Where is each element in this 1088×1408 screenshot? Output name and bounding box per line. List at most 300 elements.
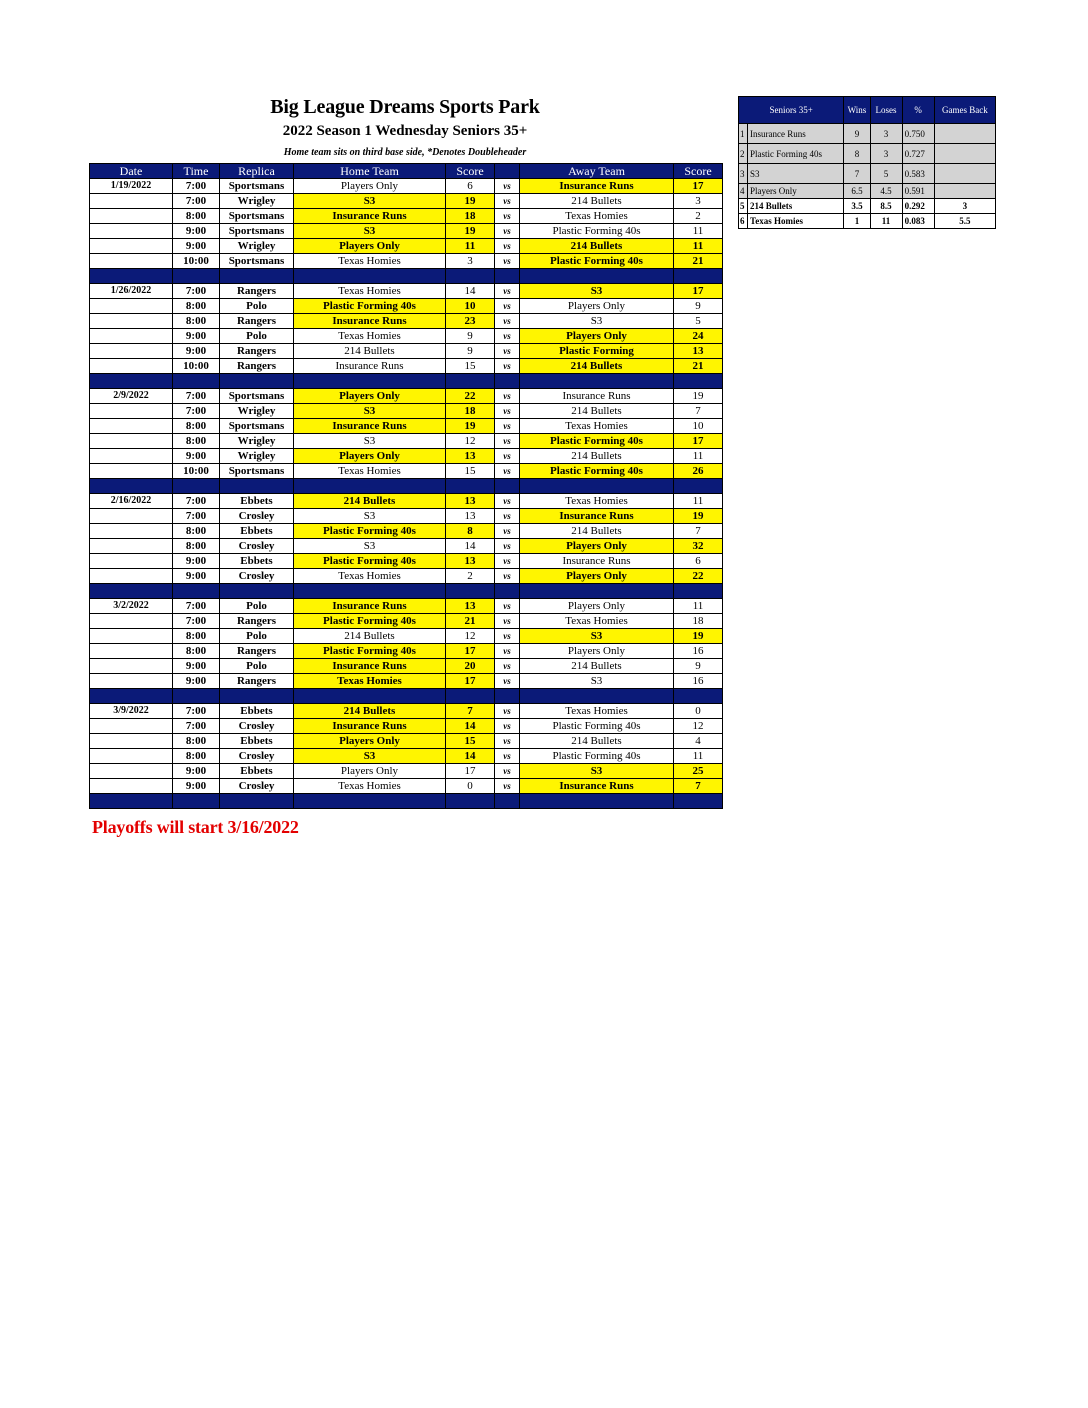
separator-cell — [90, 584, 173, 599]
game-time: 10:00 — [173, 359, 220, 374]
game-time: 9:00 — [173, 224, 220, 239]
game-time: 7:00 — [173, 284, 220, 299]
standings-wins: 9 — [844, 124, 870, 144]
vs-label: vs — [495, 434, 520, 449]
game-time: 7:00 — [173, 614, 220, 629]
separator-cell — [495, 479, 520, 494]
separator-cell — [520, 584, 674, 599]
separator-cell — [90, 689, 173, 704]
game-row — [90, 344, 723, 359]
away-score: 32 — [674, 539, 723, 554]
home-score: 2 — [446, 569, 495, 584]
away-score: 25 — [674, 764, 723, 779]
separator-cell — [520, 269, 674, 284]
game-time: 7:00 — [173, 179, 220, 194]
game-time: 9:00 — [173, 329, 220, 344]
standings-games-back: 3 — [934, 199, 995, 214]
game-date — [90, 524, 173, 539]
game-replica: Crosley — [220, 779, 294, 794]
standings-team: Plastic Forming 40s — [748, 144, 844, 164]
game-row — [90, 209, 723, 224]
standings-loses: 8.5 — [870, 199, 902, 214]
away-score: 11 — [674, 599, 723, 614]
game-date — [90, 449, 173, 464]
standings-table — [738, 96, 996, 229]
away-team: Insurance Runs — [520, 509, 674, 524]
home-team: S3 — [294, 539, 446, 554]
playoffs-note: Playoffs will start 3/16/2022 — [92, 817, 299, 837]
separator-cell — [520, 374, 674, 389]
separator-cell — [90, 479, 173, 494]
home-score: 9 — [446, 344, 495, 359]
away-team: Texas Homies — [520, 704, 674, 719]
game-replica: Crosley — [220, 749, 294, 764]
game-time: 8:00 — [173, 644, 220, 659]
home-score: 20 — [446, 659, 495, 674]
game-replica: Rangers — [220, 284, 294, 299]
standings-games-back — [934, 124, 995, 144]
away-team: S3 — [520, 284, 674, 299]
game-replica: Crosley — [220, 509, 294, 524]
away-score: 18 — [674, 614, 723, 629]
game-replica: Wrigley — [220, 194, 294, 209]
vs-label: vs — [495, 764, 520, 779]
game-date — [90, 209, 173, 224]
game-replica: Crosley — [220, 539, 294, 554]
game-date — [90, 299, 173, 314]
home-score: 17 — [446, 764, 495, 779]
away-team: Plastic Forming 40s — [520, 749, 674, 764]
home-team: S3 — [294, 224, 446, 239]
away-score: 5 — [674, 314, 723, 329]
away-score: 17 — [674, 284, 723, 299]
standings-rank: 5 — [739, 199, 748, 214]
away-score: 16 — [674, 674, 723, 689]
game-row — [90, 494, 723, 509]
standings-team: 214 Bullets — [748, 199, 844, 214]
vs-label: vs — [495, 404, 520, 419]
standings-pct: 0.083 — [902, 214, 934, 229]
home-score: 19 — [446, 419, 495, 434]
separator-cell — [90, 269, 173, 284]
away-score: 22 — [674, 569, 723, 584]
away-score: 19 — [674, 629, 723, 644]
vs-label: vs — [495, 419, 520, 434]
game-replica: Sportsmans — [220, 179, 294, 194]
game-date — [90, 464, 173, 479]
separator-cell — [220, 584, 294, 599]
game-row — [90, 464, 723, 479]
home-team: Insurance Runs — [294, 314, 446, 329]
game-date — [90, 674, 173, 689]
vs-label: vs — [495, 734, 520, 749]
standings-pct: 0.727 — [902, 144, 934, 164]
game-time: 9:00 — [173, 239, 220, 254]
game-row — [90, 629, 723, 644]
away-team: 214 Bullets — [520, 359, 674, 374]
standings-games-back — [934, 144, 995, 164]
game-date — [90, 314, 173, 329]
game-row — [90, 194, 723, 209]
home-team: Texas Homies — [294, 569, 446, 584]
week-separator — [90, 374, 723, 389]
separator-cell — [220, 689, 294, 704]
game-time: 10:00 — [173, 464, 220, 479]
separator-cell — [220, 794, 294, 809]
away-score: 7 — [674, 524, 723, 539]
game-date — [90, 194, 173, 209]
away-team: Insurance Runs — [520, 179, 674, 194]
schedule-table — [89, 163, 723, 809]
game-row — [90, 659, 723, 674]
separator-cell — [674, 479, 723, 494]
home-score: 13 — [446, 509, 495, 524]
home-team: S3 — [294, 434, 446, 449]
home-team: Insurance Runs — [294, 719, 446, 734]
home-team: Texas Homies — [294, 674, 446, 689]
separator-cell — [446, 794, 495, 809]
away-score: 13 — [674, 344, 723, 359]
game-replica: Ebbets — [220, 554, 294, 569]
standings-wins: 1 — [844, 214, 870, 229]
vs-label: vs — [495, 779, 520, 794]
game-time: 7:00 — [173, 389, 220, 404]
away-team: Players Only — [520, 299, 674, 314]
game-row — [90, 569, 723, 584]
game-row — [90, 644, 723, 659]
game-time: 9:00 — [173, 779, 220, 794]
away-score: 9 — [674, 299, 723, 314]
home-score: 14 — [446, 284, 495, 299]
home-team: Texas Homies — [294, 779, 446, 794]
home-score: 14 — [446, 539, 495, 554]
game-date — [90, 539, 173, 554]
standings-wins: 6.5 — [844, 184, 870, 199]
home-team: Plastic Forming 40s — [294, 614, 446, 629]
vs-label: vs — [495, 719, 520, 734]
separator-cell — [220, 374, 294, 389]
away-team: Plastic Forming 40s — [520, 719, 674, 734]
separator-cell — [294, 269, 446, 284]
game-row — [90, 389, 723, 404]
away-score: 11 — [674, 239, 723, 254]
home-team: Players Only — [294, 764, 446, 779]
away-score: 19 — [674, 389, 723, 404]
standings-row — [739, 214, 996, 229]
away-team: Plastic Forming 40s — [520, 464, 674, 479]
vs-label: vs — [495, 299, 520, 314]
game-time: 7:00 — [173, 404, 220, 419]
standings-row — [739, 124, 996, 144]
separator-cell — [294, 584, 446, 599]
vs-label: vs — [495, 359, 520, 374]
game-row — [90, 359, 723, 374]
home-team: Insurance Runs — [294, 359, 446, 374]
game-date — [90, 509, 173, 524]
away-score: 9 — [674, 659, 723, 674]
away-score: 6 — [674, 554, 723, 569]
schedule-body — [90, 179, 723, 809]
game-replica: Sportsmans — [220, 419, 294, 434]
away-team: Players Only — [520, 569, 674, 584]
separator-cell — [495, 584, 520, 599]
game-date — [90, 359, 173, 374]
game-date — [90, 224, 173, 239]
home-score: 15 — [446, 734, 495, 749]
vs-label: vs — [495, 464, 520, 479]
game-row — [90, 719, 723, 734]
away-score: 12 — [674, 719, 723, 734]
separator-cell — [495, 689, 520, 704]
game-date — [90, 554, 173, 569]
separator-cell — [220, 269, 294, 284]
away-score: 10 — [674, 419, 723, 434]
home-score: 11 — [446, 239, 495, 254]
home-team: 214 Bullets — [294, 344, 446, 359]
away-score: 24 — [674, 329, 723, 344]
home-score: 12 — [446, 434, 495, 449]
away-team: 214 Bullets — [520, 404, 674, 419]
game-row — [90, 179, 723, 194]
vs-label: vs — [495, 224, 520, 239]
game-time: 9:00 — [173, 764, 220, 779]
away-team: Players Only — [520, 539, 674, 554]
vs-label: vs — [495, 554, 520, 569]
game-date — [90, 329, 173, 344]
game-replica: Rangers — [220, 359, 294, 374]
separator-cell — [294, 794, 446, 809]
home-team: S3 — [294, 404, 446, 419]
game-replica: Ebbets — [220, 734, 294, 749]
standings-loses: 3 — [870, 124, 902, 144]
vs-label: vs — [495, 239, 520, 254]
game-replica: Polo — [220, 599, 294, 614]
away-team: Players Only — [520, 644, 674, 659]
game-row — [90, 419, 723, 434]
away-team: Plastic Forming 40s — [520, 224, 674, 239]
away-team: Plastic Forming 40s — [520, 254, 674, 269]
game-date: 2/16/2022 — [90, 494, 173, 509]
game-replica: Rangers — [220, 614, 294, 629]
separator-cell — [674, 689, 723, 704]
vs-label: vs — [495, 629, 520, 644]
away-score: 7 — [674, 779, 723, 794]
game-date: 3/9/2022 — [90, 704, 173, 719]
separator-cell — [173, 479, 220, 494]
game-row — [90, 299, 723, 314]
separator-cell — [173, 374, 220, 389]
home-team: 214 Bullets — [294, 704, 446, 719]
game-row — [90, 329, 723, 344]
home-score: 14 — [446, 749, 495, 764]
vs-label: vs — [495, 569, 520, 584]
game-row — [90, 674, 723, 689]
game-date — [90, 614, 173, 629]
away-team: Plastic Forming — [520, 344, 674, 359]
game-time: 8:00 — [173, 299, 220, 314]
game-date — [90, 569, 173, 584]
separator-cell — [173, 584, 220, 599]
game-replica: Sportsmans — [220, 464, 294, 479]
separator-cell — [173, 689, 220, 704]
home-score: 17 — [446, 644, 495, 659]
standings-games-back — [934, 184, 995, 199]
col-home-team: Home Team — [294, 164, 446, 179]
away-score: 11 — [674, 749, 723, 764]
game-row — [90, 749, 723, 764]
away-team: 214 Bullets — [520, 524, 674, 539]
standings-wins: 7 — [844, 164, 870, 184]
away-team: 214 Bullets — [520, 659, 674, 674]
game-row — [90, 449, 723, 464]
away-score: 17 — [674, 179, 723, 194]
game-row — [90, 524, 723, 539]
away-team: 214 Bullets — [520, 239, 674, 254]
separator-cell — [294, 479, 446, 494]
home-team: S3 — [294, 509, 446, 524]
away-team: 214 Bullets — [520, 449, 674, 464]
home-team: Plastic Forming 40s — [294, 524, 446, 539]
separator-cell — [90, 374, 173, 389]
vs-label: vs — [495, 659, 520, 674]
game-row — [90, 614, 723, 629]
game-time: 9:00 — [173, 449, 220, 464]
away-score: 3 — [674, 194, 723, 209]
away-team: Texas Homies — [520, 494, 674, 509]
game-date — [90, 239, 173, 254]
separator-cell — [495, 374, 520, 389]
standings-col-games-back: Games Back — [934, 97, 995, 124]
away-team: Texas Homies — [520, 419, 674, 434]
home-team: Texas Homies — [294, 284, 446, 299]
home-score: 9 — [446, 329, 495, 344]
home-team: Insurance Runs — [294, 419, 446, 434]
game-replica: Polo — [220, 629, 294, 644]
home-team: Players Only — [294, 179, 446, 194]
home-team: Texas Homies — [294, 329, 446, 344]
away-team: Insurance Runs — [520, 779, 674, 794]
home-team: Players Only — [294, 239, 446, 254]
game-time: 7:00 — [173, 509, 220, 524]
standings-loses: 11 — [870, 214, 902, 229]
standings-pct: 0.750 — [902, 124, 934, 144]
home-score: 23 — [446, 314, 495, 329]
home-score: 10 — [446, 299, 495, 314]
week-separator — [90, 269, 723, 284]
away-score: 11 — [674, 449, 723, 464]
game-replica: Polo — [220, 299, 294, 314]
game-replica: Crosley — [220, 719, 294, 734]
away-team: 214 Bullets — [520, 194, 674, 209]
game-row — [90, 599, 723, 614]
away-score: 0 — [674, 704, 723, 719]
standings-row — [739, 164, 996, 184]
week-separator — [90, 584, 723, 599]
vs-label: vs — [495, 749, 520, 764]
game-row — [90, 779, 723, 794]
week-separator — [90, 479, 723, 494]
game-replica: Sportsmans — [220, 254, 294, 269]
home-score: 21 — [446, 614, 495, 629]
away-score: 21 — [674, 254, 723, 269]
vs-label: vs — [495, 314, 520, 329]
standings-team: Insurance Runs — [748, 124, 844, 144]
vs-label: vs — [495, 674, 520, 689]
home-team: Plastic Forming 40s — [294, 299, 446, 314]
away-team: Insurance Runs — [520, 389, 674, 404]
vs-label: vs — [495, 194, 520, 209]
away-score: 11 — [674, 494, 723, 509]
week-separator — [90, 689, 723, 704]
game-row — [90, 704, 723, 719]
home-score: 0 — [446, 779, 495, 794]
home-team: S3 — [294, 749, 446, 764]
separator-cell — [446, 374, 495, 389]
game-time: 8:00 — [173, 314, 220, 329]
col-date: Date — [90, 164, 173, 179]
away-team: Players Only — [520, 599, 674, 614]
game-row — [90, 539, 723, 554]
game-replica: Wrigley — [220, 239, 294, 254]
game-replica: Ebbets — [220, 764, 294, 779]
game-replica: Rangers — [220, 674, 294, 689]
home-team: Players Only — [294, 734, 446, 749]
separator-cell — [674, 794, 723, 809]
game-date — [90, 764, 173, 779]
game-replica: Wrigley — [220, 434, 294, 449]
game-row — [90, 734, 723, 749]
standings-team: Players Only — [748, 184, 844, 199]
game-replica: Rangers — [220, 344, 294, 359]
separator-cell — [446, 689, 495, 704]
away-team: S3 — [520, 764, 674, 779]
vs-label: vs — [495, 704, 520, 719]
vs-label: vs — [495, 284, 520, 299]
game-row — [90, 434, 723, 449]
away-score: 16 — [674, 644, 723, 659]
vs-label: vs — [495, 344, 520, 359]
standings-col-wins: Wins — [844, 97, 870, 124]
standings-team: Texas Homies — [748, 214, 844, 229]
standings-loses: 5 — [870, 164, 902, 184]
home-score: 22 — [446, 389, 495, 404]
standings-rank: 6 — [739, 214, 748, 229]
vs-label: vs — [495, 539, 520, 554]
standings-row — [739, 144, 996, 164]
vs-label: vs — [495, 209, 520, 224]
game-replica: Polo — [220, 329, 294, 344]
game-date — [90, 719, 173, 734]
home-team: Texas Homies — [294, 254, 446, 269]
home-score: 13 — [446, 449, 495, 464]
away-team: S3 — [520, 629, 674, 644]
game-time: 7:00 — [173, 194, 220, 209]
separator-cell — [674, 374, 723, 389]
game-replica: Ebbets — [220, 704, 294, 719]
game-time: 8:00 — [173, 749, 220, 764]
game-time: 9:00 — [173, 674, 220, 689]
home-score: 8 — [446, 524, 495, 539]
separator-cell — [520, 689, 674, 704]
standings-rank: 3 — [739, 164, 748, 184]
game-date — [90, 659, 173, 674]
home-team: Players Only — [294, 389, 446, 404]
game-replica: Polo — [220, 659, 294, 674]
game-replica: Crosley — [220, 569, 294, 584]
standings-rank: 4 — [739, 184, 748, 199]
away-team: Texas Homies — [520, 209, 674, 224]
game-date — [90, 644, 173, 659]
